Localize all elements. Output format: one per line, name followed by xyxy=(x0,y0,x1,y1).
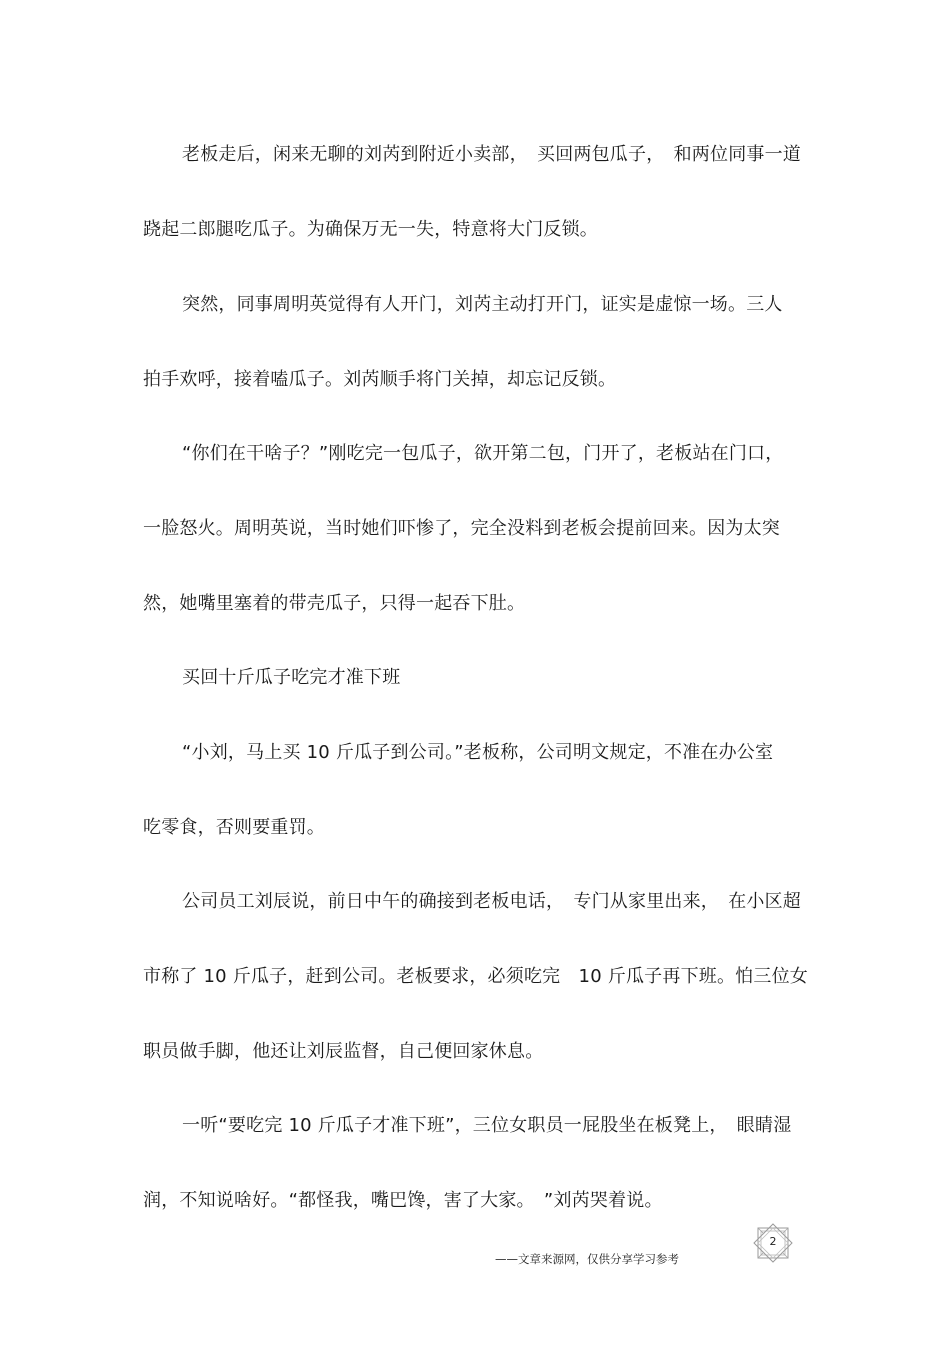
footer-source-note: ——文章来源网，仅供分享学习参考 xyxy=(495,1252,679,1266)
paragraph-line: 市称了 10 斤瓜子，赶到公司。老板要求，必须吃完 10 斤瓜子再下班。怕三位女 xyxy=(143,966,808,987)
paragraph-line: 突然，同事周明英觉得有人开门，刘芮主动打开门，证实是虚惊一场。三人 xyxy=(182,294,783,315)
paragraph-line: 然，她嘴里塞着的带壳瓜子，只得一起吞下肚。 xyxy=(143,593,526,614)
paragraph-line: 拍手欢呼，接着嗑瓜子。刘芮顺手将门关掉，却忘记反锁。 xyxy=(143,369,617,390)
paragraph-line: 一脸怒火。周明英说，当时她们吓惨了，完全没料到老板会提前回来。因为太突 xyxy=(143,518,780,539)
paragraph-line: 跷起二郎腿吃瓜子。为确保万无一失，特意将大门反锁。 xyxy=(143,219,598,240)
paragraph-line: “你们在干啥子？”刚吃完一包瓜子，欲开第二包，门开了，老板站在门口， xyxy=(182,443,784,464)
paragraph-line: 职员做手脚，他还让刘辰监督，自己便回家休息。 xyxy=(143,1041,544,1062)
page-number-badge xyxy=(752,1223,794,1263)
paragraph-line: 公司员工刘辰说，前日中午的确接到老板电话， 专门从家里出来， 在小区超 xyxy=(182,891,801,912)
page-number: 2 xyxy=(769,1235,777,1248)
paragraph-line: 老板走后，闲来无聊的刘芮到附近小卖部， 买回两包瓜子， 和两位同事一道 xyxy=(182,144,801,165)
paragraph-line: 润，不知说啥好。“都怪我，嘴巴馋，害了大家。 ”刘芮哭着说。 xyxy=(143,1190,663,1211)
paragraph-line: 一听“要吃完 10 斤瓜子才准下班”，三位女职员一屁股坐在板凳上， 眼睛湿 xyxy=(182,1115,792,1136)
paragraph-line: 吃零食，否则要重罚。 xyxy=(143,817,325,838)
paragraph-line: “小刘，马上买 10 斤瓜子到公司。”老板称，公司明文规定，不准在办公室 xyxy=(182,742,774,763)
section-heading: 买回十斤瓜子吃完才准下班 xyxy=(182,667,401,688)
